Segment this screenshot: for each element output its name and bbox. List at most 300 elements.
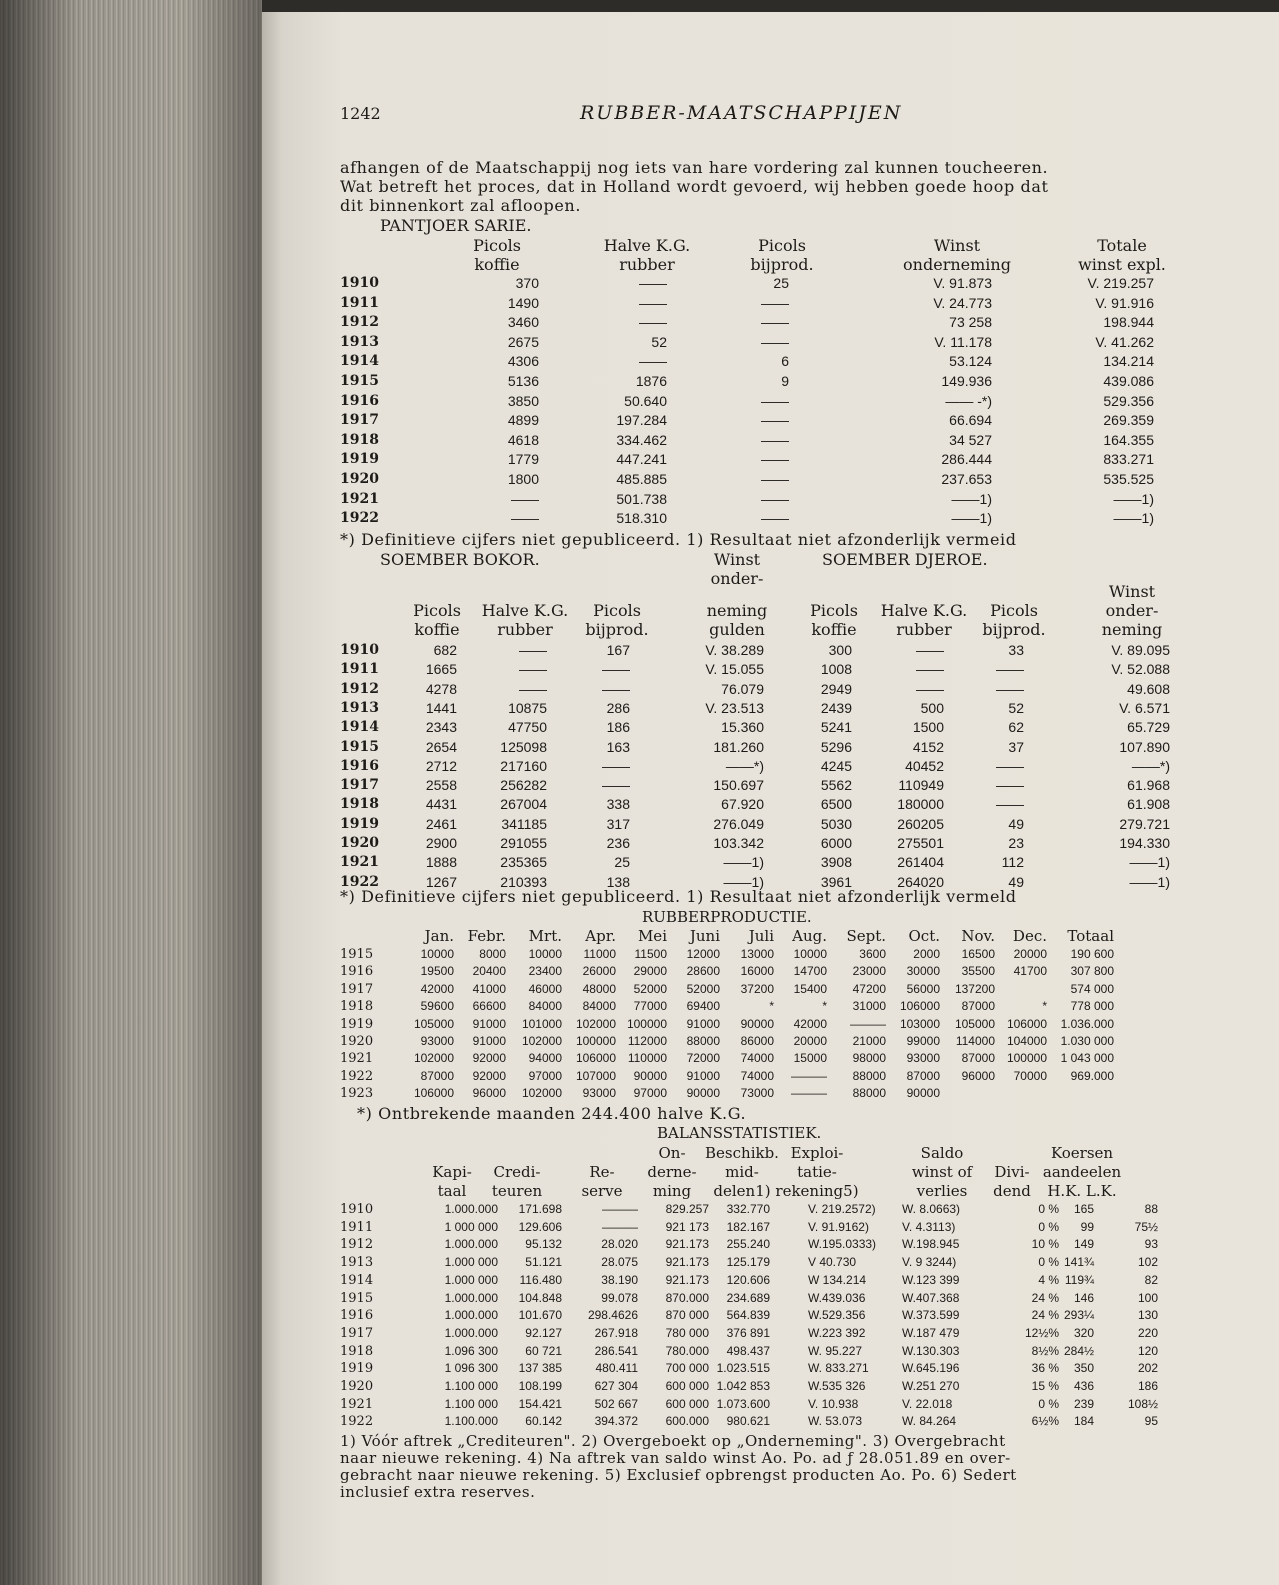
- data-cell: 91000: [686, 1068, 720, 1083]
- column-header: neming: [706, 601, 768, 620]
- data-cell: 92000: [472, 1051, 506, 1066]
- year-cell: 1915: [340, 1290, 374, 1306]
- data-cell: 0 %: [1038, 1255, 1059, 1270]
- data-cell: 104.848: [518, 1290, 562, 1305]
- section-title: BALANSSTATISTIEK.: [657, 1124, 822, 1142]
- data-cell: ——: [511, 510, 539, 527]
- data-cell: 107000: [575, 1068, 616, 1083]
- data-cell: 1490: [507, 294, 539, 311]
- column-header: rubber: [896, 620, 952, 639]
- year-cell: 1915: [340, 373, 379, 389]
- data-cell: 2712: [425, 757, 457, 774]
- data-cell: V. 89.095: [1111, 642, 1170, 658]
- data-cell: 11000: [583, 947, 616, 961]
- data-cell: 1665: [425, 661, 457, 678]
- data-cell: 921.173: [665, 1272, 709, 1287]
- column-header: Picols: [810, 601, 858, 620]
- data-cell: 2439: [820, 699, 852, 716]
- data-cell: 4899: [507, 412, 539, 429]
- year-cell: 1920: [340, 835, 379, 851]
- data-cell: 502 667: [594, 1396, 638, 1411]
- data-cell: 150.697: [713, 777, 764, 794]
- data-cell: 260205: [897, 815, 944, 832]
- data-cell: V. 11.178: [934, 333, 992, 350]
- data-cell: 92000: [472, 1068, 506, 1083]
- data-cell: 88000: [852, 1086, 886, 1101]
- year-cell: 1922: [340, 1068, 374, 1084]
- data-cell: 60.142: [525, 1414, 562, 1429]
- data-cell: 42000: [793, 1016, 827, 1031]
- data-cell: W.645.196: [902, 1361, 960, 1376]
- data-cell: 6000: [820, 835, 852, 851]
- data-cell: 276.049: [713, 815, 764, 832]
- data-cell: 1008: [820, 661, 852, 678]
- data-cell: 36 %: [1031, 1361, 1059, 1376]
- data-cell: —— -*): [945, 392, 992, 409]
- data-cell: W.407.368: [902, 1290, 960, 1305]
- data-cell: 4431: [425, 796, 457, 813]
- data-cell: 1 043 000: [1060, 1051, 1114, 1066]
- data-cell: 307 800: [1070, 964, 1114, 979]
- data-cell: 1888: [425, 854, 457, 871]
- year-cell: 1918: [340, 796, 379, 813]
- data-cell: 167: [606, 642, 630, 658]
- footnote: gebracht naar nieuwe rekening. 5) Exclusief opbrengst producten Ao. Po. 6) Sedert: [340, 1466, 1017, 1484]
- data-cell: 52: [1008, 699, 1024, 716]
- data-cell: 2900: [425, 835, 457, 851]
- data-cell: 137200: [954, 981, 995, 996]
- year-cell: 1919: [340, 1361, 374, 1377]
- data-cell: ——: [996, 680, 1024, 697]
- data-cell: 62: [1008, 719, 1024, 736]
- data-cell: ——: [602, 757, 630, 774]
- data-cell: 28.075: [601, 1255, 638, 1270]
- data-cell: 90000: [633, 1068, 667, 1083]
- data-cell: 194.330: [1119, 835, 1170, 851]
- data-cell: V. 15.055: [705, 661, 764, 678]
- data-cell: ——: [761, 510, 789, 527]
- data-cell: 1.000.000: [444, 1325, 498, 1340]
- intro-line: afhangen of de Maatschappij nog iets van hare vordering zal kunnen toucheeren.: [340, 158, 1049, 177]
- data-cell: V. 9 3244): [902, 1255, 957, 1270]
- data-cell: W.123 399: [902, 1272, 960, 1287]
- data-cell: 87000: [906, 1068, 940, 1083]
- column-header: bijprod.: [982, 620, 1046, 639]
- data-cell: 186: [606, 719, 630, 736]
- year-cell: 1914: [340, 719, 379, 736]
- data-cell: 627 304: [594, 1379, 638, 1393]
- year-cell: 1910: [340, 1202, 374, 1217]
- month-header: Mei: [637, 927, 667, 945]
- data-cell: 4278: [425, 680, 457, 697]
- data-cell: 500: [920, 699, 944, 716]
- data-cell: 921.173: [665, 1237, 709, 1252]
- year-cell: 1918: [340, 1343, 374, 1359]
- month-header: Oct.: [908, 927, 940, 945]
- year-cell: 1913: [340, 699, 379, 716]
- data-cell: 112000: [627, 1034, 667, 1048]
- data-cell: 114000: [955, 1034, 995, 1048]
- data-cell: V. 219.257: [1087, 275, 1154, 291]
- year-cell: 1911: [340, 661, 379, 678]
- year-cell: 1922: [340, 510, 379, 527]
- data-cell: 61.968: [1127, 777, 1170, 794]
- data-cell: 1.000.000: [444, 1290, 498, 1305]
- data-cell: 780.000: [665, 1343, 709, 1358]
- data-cell: 574 000: [1070, 981, 1114, 996]
- data-cell: 100000: [575, 1034, 616, 1048]
- column-header: H.K. L.K.: [1047, 1182, 1117, 1200]
- data-cell: 5136: [507, 373, 539, 389]
- column-header: Kapi-: [432, 1163, 472, 1181]
- data-cell: 600.000: [665, 1414, 709, 1429]
- data-cell: 42000: [420, 981, 454, 996]
- data-cell: 447.241: [616, 451, 667, 468]
- data-cell: 1.000.000: [444, 1237, 498, 1252]
- data-cell: 91000: [472, 1016, 506, 1031]
- year-cell: 1918: [340, 431, 379, 448]
- column-header: koffie: [474, 255, 520, 274]
- data-cell: 2558: [425, 777, 457, 794]
- data-cell: 110000: [627, 1051, 667, 1066]
- data-cell: 93000: [906, 1051, 940, 1066]
- year-cell: 1915: [340, 947, 374, 962]
- data-cell: 37200: [740, 981, 774, 996]
- footnote: 1) Vóór aftrek „Crediteuren". 2) Overgeboekt op „Onderneming". 3) Overgebracht: [340, 1432, 1006, 1450]
- data-cell: 25: [614, 854, 630, 871]
- data-cell: 49: [1008, 873, 1024, 890]
- intro-line: dit binnenkort zal afloopen.: [340, 196, 582, 215]
- column-header: onder-: [1105, 601, 1159, 620]
- data-cell: 41000: [472, 981, 506, 996]
- data-cell: 48000: [582, 981, 616, 996]
- data-cell: 261404: [897, 854, 944, 871]
- data-cell: 180000: [897, 796, 944, 813]
- data-cell: 90000: [686, 1086, 720, 1101]
- year-cell: 1915: [340, 738, 379, 755]
- data-cell: 59600: [420, 999, 454, 1014]
- section-title: SOEMBER DJEROE.: [822, 550, 988, 569]
- data-cell: ——: [519, 642, 547, 658]
- data-cell: 1441: [425, 699, 457, 716]
- column-header: bijprod.: [585, 620, 649, 639]
- data-cell: 106000: [575, 1051, 616, 1066]
- data-cell: 154.421: [518, 1396, 562, 1411]
- data-cell: 15000: [793, 1051, 827, 1066]
- data-cell: 1 000 000: [444, 1219, 498, 1234]
- data-cell: 92.127: [525, 1325, 562, 1340]
- data-cell: 320: [1073, 1325, 1094, 1340]
- column-header: Koersen: [1050, 1144, 1114, 1162]
- data-cell: 76.079: [721, 680, 764, 697]
- data-cell: 4152: [912, 738, 944, 755]
- data-cell: 99.078: [601, 1290, 638, 1305]
- data-cell: 198.944: [1103, 314, 1154, 331]
- column-header: Re-: [589, 1163, 615, 1181]
- data-cell: 1779: [507, 451, 539, 468]
- data-cell: ——: [511, 490, 539, 507]
- data-cell: 3600: [859, 947, 886, 961]
- data-cell: 61.908: [1127, 796, 1170, 813]
- data-cell: ——: [519, 680, 547, 697]
- data-cell: ——: [761, 431, 789, 448]
- data-cell: 73000: [740, 1086, 774, 1101]
- data-cell: ——1): [951, 510, 992, 527]
- data-cell: *: [1042, 999, 1047, 1014]
- data-cell: V. 91.873: [933, 275, 992, 291]
- data-cell: *: [822, 999, 827, 1014]
- data-cell: V. 23.513: [705, 699, 764, 716]
- column-header: Picols: [758, 236, 806, 255]
- year-cell: 1914: [340, 353, 379, 370]
- column-header: tatie-: [797, 1163, 837, 1181]
- data-cell: 105000: [954, 1016, 995, 1031]
- data-cell: 10875: [508, 699, 547, 716]
- month-header: Aug.: [792, 927, 827, 945]
- data-cell: 47750: [508, 719, 547, 736]
- data-cell: 69400: [686, 999, 720, 1014]
- column-header: Winst: [1108, 582, 1156, 601]
- data-cell: 99000: [906, 1034, 940, 1048]
- data-cell: 15.360: [721, 719, 764, 736]
- data-cell: 181.260: [713, 738, 764, 755]
- data-cell: 86000: [740, 1034, 774, 1048]
- data-cell: 1.100 000: [444, 1396, 498, 1411]
- data-cell: 220: [1137, 1325, 1158, 1340]
- data-cell: 51.121: [525, 1255, 562, 1270]
- data-cell: 103.342: [713, 835, 764, 851]
- column-header: Winst: [933, 236, 981, 255]
- data-cell: 1.000 000: [444, 1255, 498, 1270]
- data-cell: 105000: [413, 1016, 454, 1031]
- data-cell: 21000: [852, 1034, 886, 1048]
- data-cell: 600 000: [665, 1379, 709, 1393]
- data-cell: 3850: [507, 392, 539, 409]
- data-cell: 279.721: [1119, 815, 1170, 832]
- data-cell: 67.920: [721, 796, 764, 813]
- data-cell: 90000: [906, 1086, 940, 1101]
- section-title: RUBBERPRODUCTIE.: [642, 908, 812, 926]
- data-cell: 35500: [961, 964, 995, 979]
- year-cell: 1920: [340, 1379, 374, 1394]
- year-cell: 1923: [340, 1086, 374, 1102]
- month-header: Apr.: [585, 927, 616, 945]
- data-cell: 10000: [420, 947, 454, 961]
- year-cell: 1922: [340, 1414, 374, 1430]
- data-cell: 2675: [507, 333, 539, 350]
- column-header: verlies: [916, 1182, 968, 1200]
- year-cell: 1917: [340, 1325, 374, 1341]
- data-cell: V. 4.3113): [902, 1219, 956, 1234]
- column-header: koffie: [811, 620, 857, 639]
- column-header: Halve K.G.: [481, 601, 569, 620]
- year-cell: 1916: [340, 1308, 374, 1324]
- data-cell: 100000: [1006, 1051, 1047, 1066]
- data-cell: 10000: [528, 947, 562, 961]
- data-cell: 19500: [420, 964, 454, 979]
- column-header: rubber: [619, 255, 675, 274]
- data-cell: W.373.599: [902, 1308, 960, 1323]
- data-cell: ——1): [1129, 873, 1170, 890]
- data-cell: 439.086: [1103, 373, 1154, 389]
- data-cell: 921.173: [665, 1255, 709, 1270]
- data-cell: 107.890: [1119, 738, 1170, 755]
- data-cell: 9: [781, 373, 789, 389]
- column-header: On-: [658, 1144, 686, 1162]
- year-cell: 1921: [340, 1396, 374, 1412]
- month-header: Juni: [689, 927, 720, 945]
- data-cell: 291055: [500, 835, 547, 851]
- data-cell: 264020: [897, 873, 944, 890]
- data-cell: 317: [606, 815, 630, 832]
- data-cell: 300: [828, 642, 852, 658]
- data-cell: 24 %: [1031, 1290, 1059, 1305]
- column-header: serve: [581, 1182, 623, 1200]
- data-cell: 780 000: [665, 1325, 709, 1340]
- data-cell: 1.042 853: [716, 1379, 770, 1393]
- data-cell: ——: [916, 680, 944, 697]
- data-cell: 100000: [626, 1016, 667, 1031]
- column-header: dend: [993, 1182, 1031, 1200]
- data-cell: W. 8.0663): [902, 1202, 961, 1216]
- data-cell: ——1): [951, 490, 992, 507]
- data-cell: ——: [996, 757, 1024, 774]
- data-cell: 40452: [905, 757, 944, 774]
- data-cell: 70000: [1013, 1068, 1047, 1083]
- data-cell: 501.738: [616, 490, 667, 507]
- data-cell: ——: [996, 777, 1024, 794]
- year-cell: 1920: [340, 1034, 374, 1049]
- data-cell: ——*): [1131, 757, 1170, 774]
- column-header: delen1): [713, 1182, 771, 1200]
- data-cell: V. 6.571: [1119, 699, 1170, 716]
- data-cell: 20000: [793, 1034, 827, 1048]
- data-cell: 38.190: [601, 1272, 638, 1287]
- year-cell: 1912: [340, 1237, 374, 1253]
- data-cell: 256282: [500, 777, 547, 794]
- data-cell: ———: [602, 1202, 638, 1216]
- data-cell: 102000: [413, 1051, 454, 1066]
- data-cell: ——: [761, 412, 789, 429]
- column-header: rubber: [497, 620, 553, 639]
- data-cell: 24 %: [1031, 1308, 1059, 1323]
- data-cell: ——: [602, 661, 630, 678]
- data-cell: 870.000: [665, 1290, 709, 1305]
- data-cell: 1500: [912, 719, 944, 736]
- data-cell: 101.670: [518, 1308, 562, 1323]
- data-cell: 108.199: [518, 1379, 562, 1393]
- data-cell: 0 %: [1038, 1219, 1059, 1234]
- data-cell: 16500: [961, 947, 995, 961]
- data-cell: 2949: [820, 680, 852, 697]
- data-cell: 82: [1144, 1272, 1158, 1287]
- data-cell: ——: [602, 680, 630, 697]
- data-cell: 66600: [472, 999, 506, 1014]
- data-cell: 833.271: [1103, 451, 1154, 468]
- data-cell: 5241: [820, 719, 852, 736]
- data-cell: 700 000: [665, 1361, 709, 1376]
- data-cell: 376 891: [726, 1325, 770, 1340]
- data-cell: 298.4626: [587, 1308, 638, 1323]
- data-cell: ——: [639, 353, 667, 370]
- year-cell: 1910: [340, 642, 379, 658]
- data-cell: 112: [1001, 854, 1024, 871]
- year-cell: 1922: [340, 873, 379, 890]
- data-cell: 16000: [740, 964, 774, 979]
- data-cell: 108½: [1127, 1396, 1158, 1411]
- data-cell: 8½%: [1031, 1343, 1059, 1358]
- data-cell: 5296: [820, 738, 852, 755]
- data-cell: 1.073.600: [716, 1396, 770, 1411]
- data-cell: 0 %: [1038, 1396, 1059, 1411]
- data-cell: 101000: [521, 1016, 562, 1031]
- data-cell: 90000: [740, 1016, 774, 1031]
- book-page: [262, 12, 1279, 1585]
- data-cell: 3961: [820, 873, 852, 890]
- column-header: Halve K.G.: [603, 236, 691, 255]
- data-cell: 119¾: [1064, 1272, 1094, 1287]
- data-cell: 239: [1073, 1396, 1094, 1411]
- data-cell: 26000: [582, 964, 616, 979]
- data-cell: 6½%: [1031, 1414, 1059, 1429]
- data-cell: 334.462: [616, 431, 667, 448]
- data-cell: 4245: [820, 757, 852, 774]
- data-cell: ——: [761, 471, 789, 487]
- data-cell: ——: [916, 661, 944, 678]
- column-header: Halve K.G.: [880, 601, 968, 620]
- column-header: winst of: [911, 1163, 973, 1181]
- column-header: winst expl.: [1078, 255, 1166, 274]
- data-cell: ——: [761, 314, 789, 331]
- footnote: inclusief extra reserves.: [340, 1483, 536, 1501]
- data-cell: V. 91.9162): [808, 1219, 869, 1234]
- data-cell: 13000: [740, 947, 774, 961]
- data-cell: 182.167: [726, 1219, 770, 1234]
- data-cell: 120.606: [726, 1272, 770, 1287]
- data-cell: 1.000.000: [444, 1202, 498, 1216]
- data-cell: 125098: [500, 738, 547, 755]
- data-cell: W.439.036: [808, 1290, 866, 1305]
- data-cell: 1800: [507, 471, 539, 487]
- column-header: derne-: [647, 1163, 697, 1181]
- data-cell: 12000: [686, 947, 720, 961]
- data-cell: 96000: [961, 1068, 995, 1083]
- data-cell: 72000: [686, 1051, 720, 1066]
- data-cell: 93: [1144, 1237, 1158, 1252]
- footnote: naar nieuwe rekening. 4) Na aftrek van saldo winst Ao. Po. ad ƒ 28.051.89 en over-: [340, 1449, 1011, 1467]
- data-cell: 141¾: [1063, 1255, 1094, 1270]
- data-cell: 20000: [1013, 947, 1047, 961]
- data-cell: 171.698: [518, 1202, 562, 1216]
- data-cell: W.187 479: [902, 1325, 960, 1340]
- data-cell: 146: [1073, 1290, 1094, 1305]
- data-cell: 74000: [740, 1068, 774, 1083]
- column-header: Winst: [713, 550, 761, 569]
- data-cell: 20400: [472, 964, 506, 979]
- data-cell: 91000: [472, 1034, 506, 1048]
- data-cell: 286.541: [594, 1343, 638, 1358]
- data-cell: 485.885: [616, 471, 667, 487]
- data-cell: 91000: [686, 1016, 720, 1031]
- data-cell: W.130.303: [902, 1343, 960, 1358]
- data-cell: 87000: [420, 1068, 454, 1083]
- data-cell: 96000: [472, 1086, 506, 1101]
- data-cell: 23000: [852, 964, 886, 979]
- data-cell: 11500: [634, 947, 667, 961]
- data-cell: 255.240: [726, 1237, 770, 1252]
- data-cell: 99: [1080, 1219, 1094, 1234]
- data-cell: V. 52.088: [1111, 661, 1170, 678]
